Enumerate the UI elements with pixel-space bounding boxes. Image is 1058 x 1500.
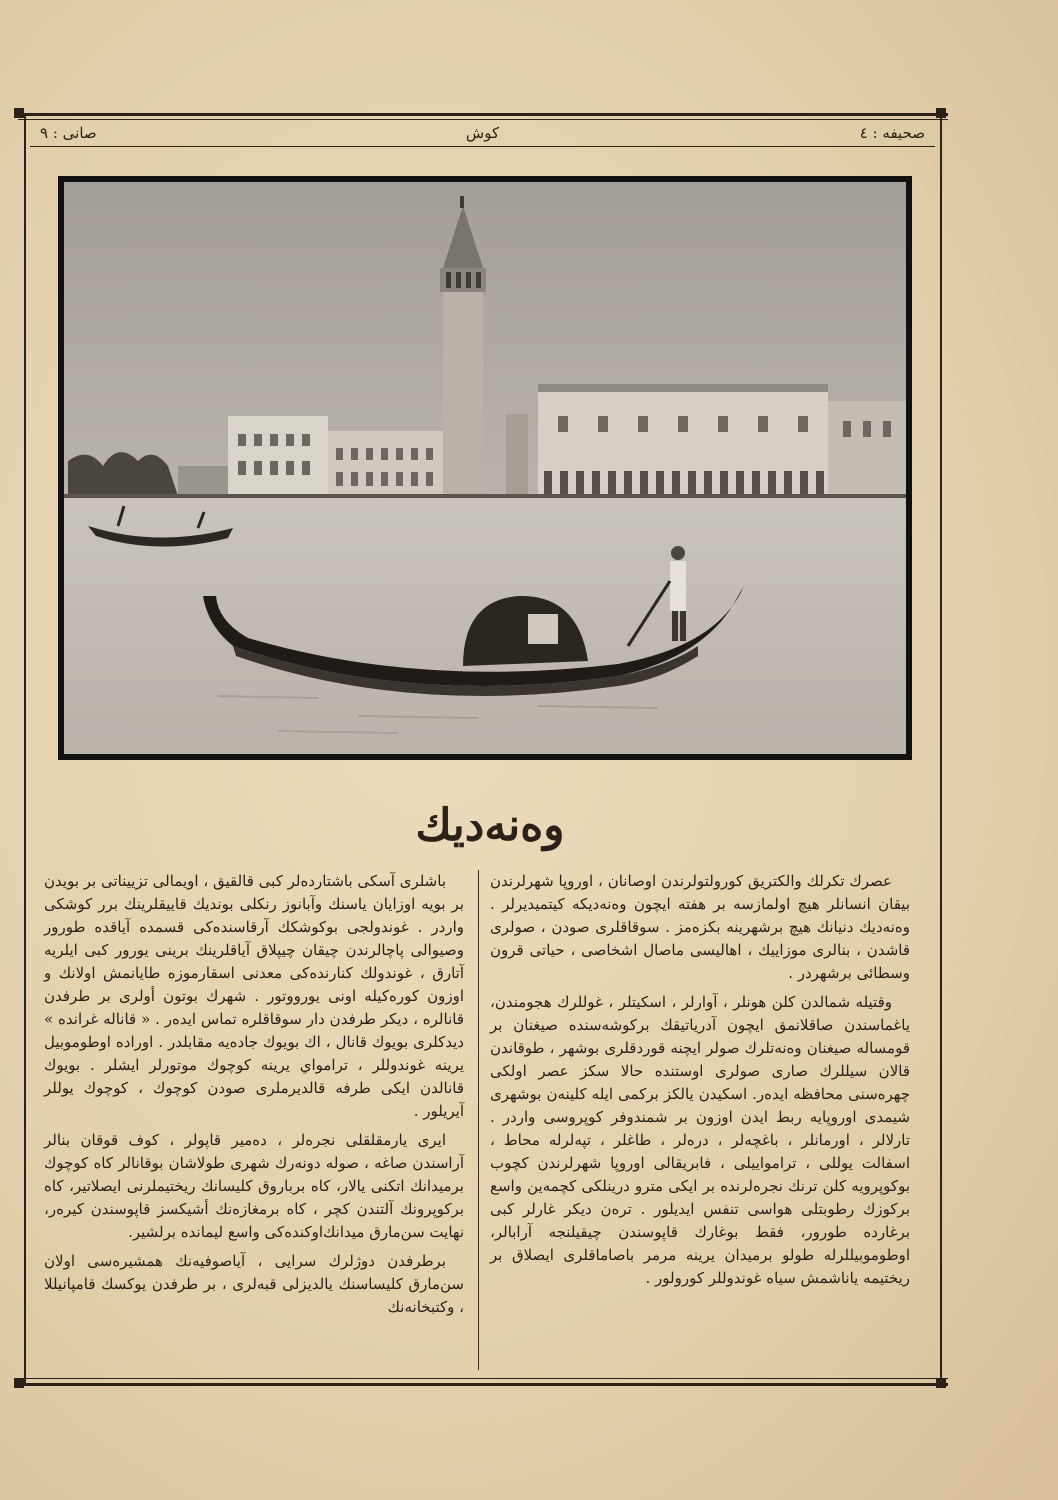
article-title: وەنەدیك: [415, 800, 565, 851]
paragraph: برطرفدن دوژلرك سرایی ، آیاصوفیه‌نك همشیره‌سی اولان سن‌مارق كلیساسنك یالدیزلی قبه‌لری ، بر طرفدن یوكسك قامپانیللا ، وكتبخانه‌نك: [44, 1252, 464, 1316]
corner-ornament-top-right: [936, 108, 946, 118]
corner-ornament-bottom-right: [936, 1378, 946, 1388]
frame-bottom-rule-thin: [18, 1378, 948, 1379]
issue-number-label: صانی : ٩: [40, 124, 97, 142]
article-column-right: [490, 870, 910, 1296]
paragraph: وقتیله شمالدن كلن هونلر ، آوارلر ، اسكیتلر ، غوللرك هجومندن، یاغماسندن صاقلانمق ایچون آدریاتیقك بركوشەسندە صیغنان بر قومساله صیغنان وەنەتلرك صولر ایچنه قوردقلری بوشهر ، طوقاندن قالان سیللرك صاری صولری اوستنده حالا سكز عصر اولكی چهرەسنی محافظه ایدەر. اسكیدن یالكز بركمی ایله كلینەن بوشهری شیمدی اوروپایه ربط ایدن اوزون بر شمندوفر كوپروسی واردر . تارلالر ، اورمانلر ، باغچەلر ، درەلر ، طاغلر ، تپەلرله محاط ، اسفالت یوللی ، ترامواییلی ، فابریقالی اوروپا شهرلرندن كچوب بوكوپرویه كلن ترنك نجرەلرنده بر ایكی مترو درینلكی كچمەین واسع بركوزك رطوبتلی هواسی تنفس ایدیلور . ترەن دیكر غارلر كبی برغارده طورور، فقط بوغارك قاپوسندن چیقیلنجه آرابالر، اوطوموبیللرله طولو برمیدان یرینه مرمر باصاماقلری ایصلاق بر ریختیمه یاناشمش سیاه غوندوللر كورولور .: [490, 993, 910, 1287]
frame-right-rule: [940, 113, 942, 1386]
page-number-label: صحیفه : ٤: [859, 124, 925, 142]
venice-gondola-photo: [58, 176, 912, 760]
corner-ornament-bottom-left: [14, 1378, 24, 1388]
paragraph: ایری یارمقلقلی نجره‌لر ، ده‌میر قاپولر ، كوف قوقان بنالر آراسندن صاغه ، صوله دونه‌رك شهری طولاشان بوقانالر كاه كوچوك برمیدانك اتكنی یالار، كاه برباروق كلیسانك ریختیملرنی ایصلاتیر، كاه بركوپرونك آلتندن كچر ، كاه برمغازه‌نك أشیكسز قاپوسندن كیره‌ر، نهایت سن‌مارق میدانك‌اوكنده‌كی واسع لیمانده برلشیر.: [44, 1131, 464, 1241]
corner-ornament-top-left: [14, 108, 24, 118]
column-divider: [478, 870, 479, 1370]
page-header: [30, 120, 935, 147]
paragraph: باشلری آسكی باشتارده‌لر كبی قالقیق ، اویمالی تزییناتی بر بویدن بر بویه اوزایان یاسنك وآبانوز رنكلی بوندیك قاییقلرینك برر كوشكی واردر . غوندولجی بوكوشكك آرقاسنده‌كی قسمده آیاقده طورور وصیوالی پاچالرندن چیقان چیپلاق آیاقلرینك برینی یورور كبی ایلریه آتارق ، غوندولك كنارنده‌كی معدنی اسقارموزه طایانمش اولانك و اوزون كوره‌كیله اونی یورووتور . شهرك بوتون أولری بر طرفدن قانالره ، دیكر طرفدن دار سوقاقلره تماس ایده‌ر . « قاناله غرانده » دیدكلری بویوك قانال ، اك بویوك جاده‌یه مقابلدر . اوراده اوطوموبیل یرینه غوندوللر ، ترامواي یرینه كوچوك موتورلر ایشلر . بویوك قانالدن ایكی طرفه قالدیرملری صودن كوچوك ، كوچوك یوللر آیریلور .: [44, 872, 464, 1120]
article-column-left: [44, 870, 464, 1325]
frame-top-rule: [18, 113, 948, 116]
venice-gondola-photo-icon: [58, 176, 912, 760]
frame-left-rule: [24, 113, 26, 1386]
frame-bottom-rule: [18, 1383, 948, 1386]
magazine-name: کوش: [465, 124, 500, 142]
paragraph: عصرك تكرلك والكتریق كورولتولرندن اوصانان ، اوروپا شهرلرندن بیقان انسانلر هیچ اولمازسه بر هفته ایچون وەنەدیكه كیتمیدیرلر . وەنەدیك دنیانك هیچ برشهرینه بكزەمز . سوقاقلری صودن ، صولری قاشدن ، بنالری موزاییك ، اهالیسی ماصال اشخاصی ، حیاتی قرون وسطائی برشهردر .: [490, 872, 910, 982]
